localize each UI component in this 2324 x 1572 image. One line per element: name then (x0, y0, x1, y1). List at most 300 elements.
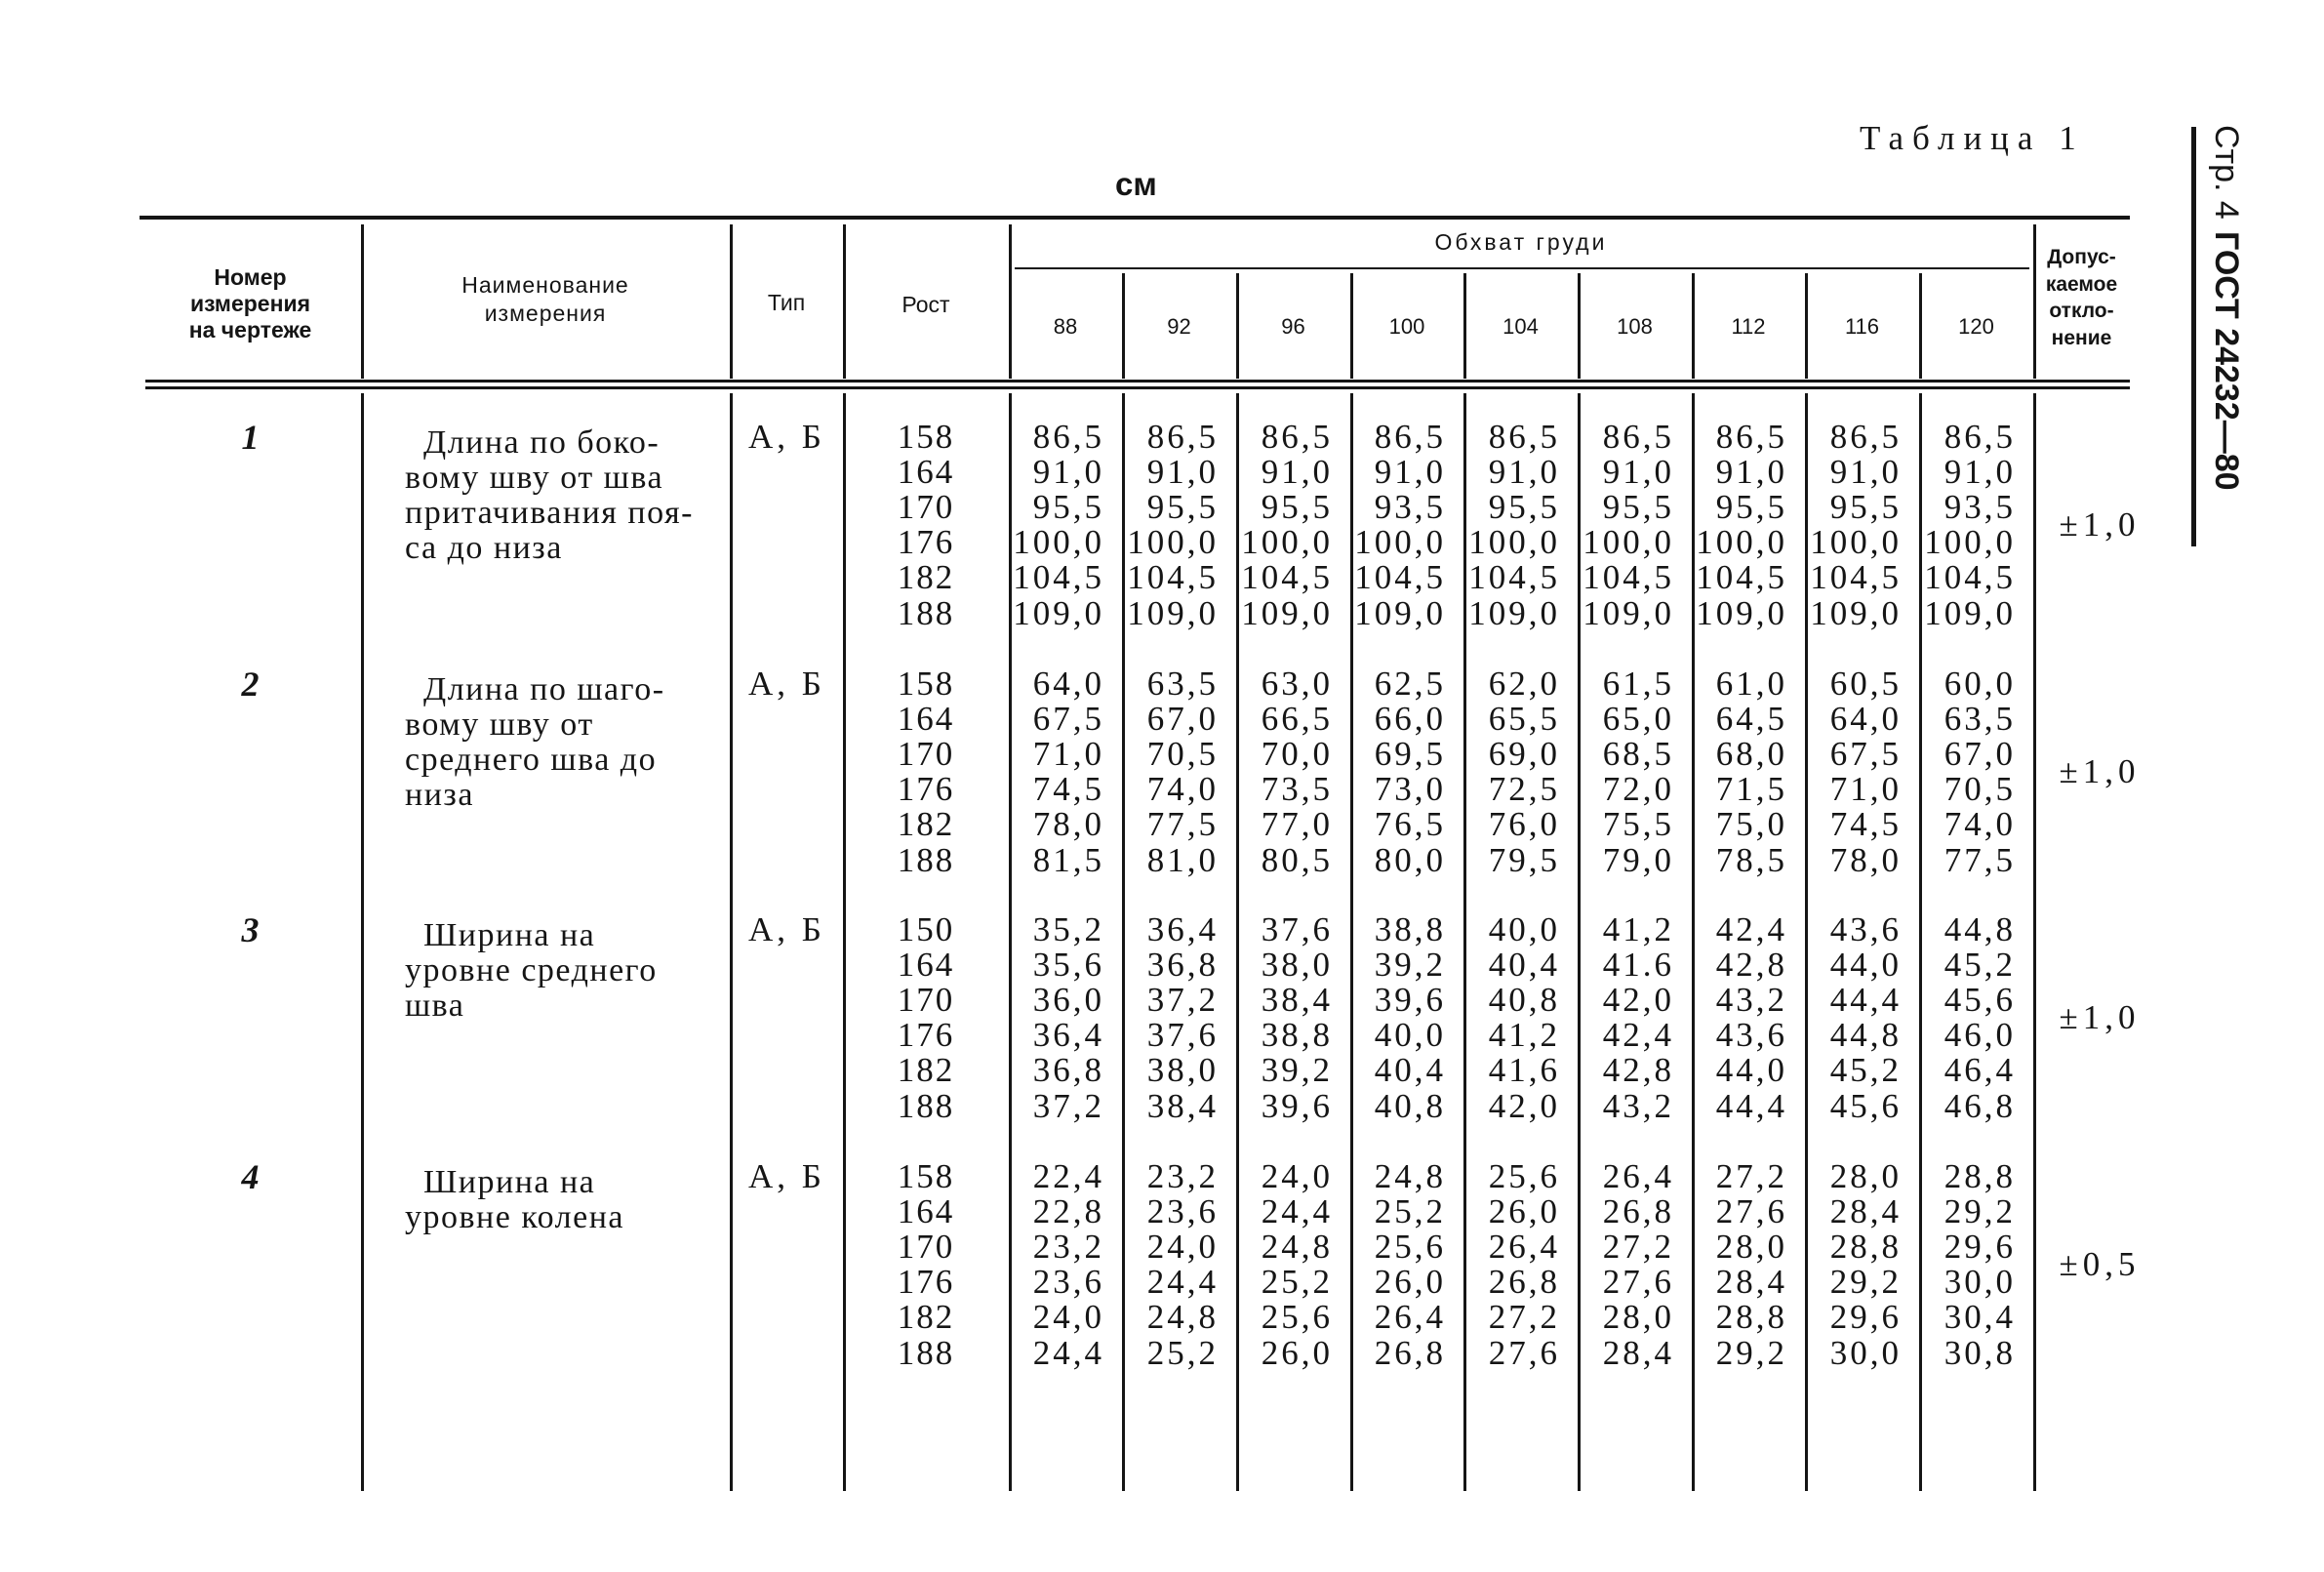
measurement-value: 61,0 (1715, 665, 1787, 703)
measurement-value: 109,0 (1013, 593, 1104, 632)
measurement-value: 46,0 (1943, 1016, 2016, 1055)
measurement-value: 41.6 (1602, 946, 1674, 985)
measurement-value: 27,6 (1488, 1333, 1560, 1372)
measurement-value: 91,0 (1488, 453, 1560, 492)
measurement-value: 74,5 (1032, 770, 1104, 809)
measurement-value: 28,4 (1602, 1333, 1674, 1372)
measurement-value: 93,5 (1943, 488, 2016, 527)
measurement-value: 100,0 (1696, 523, 1787, 562)
measurement-value: 30,4 (1943, 1298, 2016, 1337)
measurement-value: 40,0 (1488, 910, 1560, 948)
measurement-value: 66,0 (1374, 700, 1446, 739)
measurement-value: 69,0 (1488, 735, 1560, 774)
measurement-value: 63,5 (1943, 700, 2016, 739)
chest-group-underline (1015, 267, 2029, 269)
measurement-name-line: шва (405, 988, 465, 1025)
table-caption: Таблица 1 (1860, 119, 2085, 157)
chest-size-header: 108 (1617, 314, 1653, 339)
measurement-value: 23,2 (1032, 1228, 1104, 1267)
measurement-value: 37,2 (1032, 1086, 1104, 1125)
units-label: см (1115, 166, 1157, 202)
measurement-value: 25,6 (1488, 1157, 1560, 1195)
header-bottom-rule (145, 380, 2130, 383)
measurement-value: 42,4 (1715, 910, 1787, 948)
measurement-value: 104,5 (1583, 558, 1674, 597)
measurement-value: 43,2 (1602, 1086, 1674, 1125)
measurement-number: 3 (241, 910, 260, 949)
height-value: 182 (897, 805, 955, 844)
body-column-divider (2033, 393, 2036, 1491)
measurement-value: 95,5 (1032, 488, 1104, 527)
height-value: 182 (897, 1051, 955, 1090)
measurement-value: 95,5 (1488, 488, 1560, 527)
measurement-value: 36,8 (1146, 946, 1219, 985)
measurement-value: 24,4 (1032, 1333, 1104, 1372)
measurement-value: 29,6 (1829, 1298, 1902, 1337)
measurement-value: 25,6 (1374, 1228, 1446, 1267)
measurement-value: 75,5 (1602, 805, 1674, 844)
measurement-value: 39,2 (1374, 946, 1446, 985)
header-line: нение (2051, 326, 2112, 349)
measurement-value: 39,2 (1261, 1051, 1333, 1090)
chest-size-header: 96 (1281, 314, 1305, 339)
measurement-value: 109,0 (1810, 593, 1902, 632)
measurement-value: 35,6 (1032, 946, 1104, 985)
measurement-value: 26,4 (1374, 1298, 1446, 1337)
measurement-value: 26,8 (1488, 1263, 1560, 1302)
height-value: 150 (897, 910, 955, 948)
measurement-value: 65,0 (1602, 700, 1674, 739)
measurement-value: 24,0 (1146, 1228, 1219, 1267)
measurement-value: 100,0 (1810, 523, 1902, 562)
height-value: 170 (897, 1228, 955, 1267)
measurement-value: 36,4 (1032, 1016, 1104, 1055)
measurement-value: 104,5 (1696, 558, 1787, 597)
measurement-value: 77,5 (1943, 840, 2016, 879)
measurement-value: 28,8 (1943, 1157, 2016, 1195)
measurement-value: 25,2 (1261, 1263, 1333, 1302)
measurement-name-line: притачивания поя- (405, 495, 694, 532)
measurement-value: 27,2 (1488, 1298, 1560, 1337)
measurement-value: 41,2 (1488, 1016, 1560, 1055)
measurement-value: 30,8 (1943, 1333, 2016, 1372)
header-chest-girth: Обхват груди (1434, 229, 1608, 255)
height-value: 158 (897, 665, 955, 703)
measurement-value: 24,0 (1261, 1157, 1333, 1195)
measurement-value: 78,0 (1829, 840, 1902, 879)
measurement-value: 24,8 (1261, 1228, 1333, 1267)
measurement-value: 36,0 (1032, 981, 1104, 1020)
measurement-value: 36,8 (1032, 1051, 1104, 1090)
measurement-value: 104,5 (1241, 558, 1333, 597)
height-value: 176 (897, 1016, 955, 1055)
measurement-value: 38,8 (1261, 1016, 1333, 1055)
height-value: 188 (897, 1333, 955, 1372)
measurement-name-line: Ширина на (423, 917, 596, 953)
measurement-value: 71,0 (1829, 770, 1902, 809)
page-number: Стр. 4 (2208, 125, 2245, 220)
measurement-value: 75,0 (1715, 805, 1787, 844)
height-value: 164 (897, 700, 955, 739)
measurement-value: 30,0 (1829, 1333, 1902, 1372)
height-value: 188 (897, 1086, 955, 1125)
header-line: Номер (214, 264, 287, 290)
measurement-value: 42,8 (1602, 1051, 1674, 1090)
measurement-value: 109,0 (1354, 593, 1446, 632)
measurement-value: 22,4 (1032, 1157, 1104, 1195)
measurement-name-line: низа (405, 777, 474, 814)
measurement-value: 62,0 (1488, 665, 1560, 703)
measurement-value: 40,4 (1488, 946, 1560, 985)
measurement-value: 46,8 (1943, 1086, 2016, 1125)
garment-type: А, Б (748, 1157, 825, 1195)
header-line: Наименование (461, 272, 629, 298)
measurement-value: 86,5 (1715, 418, 1787, 456)
chest-size-header: 120 (1958, 314, 1994, 339)
measurement-name-line: среднего шва до (405, 742, 658, 779)
measurement-value: 37,6 (1261, 910, 1333, 948)
measurement-value: 40,4 (1374, 1051, 1446, 1090)
measurement-value: 29,2 (1943, 1192, 2016, 1231)
measurement-name-line: вому шву от шва (405, 460, 664, 497)
measurement-value: 91,0 (1715, 453, 1787, 492)
measurement-value: 45,2 (1943, 946, 2016, 985)
measurement-value: 30,0 (1943, 1263, 2016, 1302)
measurement-value: 28,4 (1715, 1263, 1787, 1302)
measurement-value: 64,0 (1829, 700, 1902, 739)
measurement-value: 100,0 (1468, 523, 1560, 562)
measurement-value: 95,5 (1829, 488, 1902, 527)
measurement-name-line: Ширина на (423, 1164, 596, 1200)
measurement-value: 74,0 (1146, 770, 1219, 809)
measurement-value: 29,2 (1715, 1333, 1787, 1372)
measurement-value: 26,0 (1261, 1333, 1333, 1372)
measurement-value: 28,8 (1715, 1298, 1787, 1337)
measurement-value: 70,5 (1943, 770, 2016, 809)
measurement-value: 24,8 (1146, 1298, 1219, 1337)
measurement-value: 72,5 (1488, 770, 1560, 809)
measurement-value: 65,5 (1488, 700, 1560, 739)
measurement-value: 76,5 (1374, 805, 1446, 844)
header-tolerance (2033, 244, 2130, 351)
side-margin-rule (2191, 127, 2196, 546)
measurement-value: 35,2 (1032, 910, 1104, 948)
measurement-value: 40,0 (1374, 1016, 1446, 1055)
tolerance-value: ±1,0 (2059, 505, 2141, 544)
header-line: измерения (484, 301, 607, 326)
measurement-value: 95,5 (1715, 488, 1787, 527)
measurement-value: 42,0 (1602, 981, 1674, 1020)
measurement-value: 71,5 (1715, 770, 1787, 809)
measurement-value: 86,5 (1829, 418, 1902, 456)
header-measurement-number (140, 264, 361, 343)
header-bottom-rule (145, 386, 2130, 389)
measurement-value: 68,0 (1715, 735, 1787, 774)
header-line: откло- (2049, 300, 2114, 322)
header-line: измерения (189, 291, 311, 316)
height-value: 176 (897, 1263, 955, 1302)
measurement-value: 86,5 (1032, 418, 1104, 456)
measurement-value: 26,0 (1374, 1263, 1446, 1302)
measurement-value: 100,0 (1924, 523, 2016, 562)
measurement-value: 86,5 (1146, 418, 1219, 456)
measurement-value: 43,6 (1829, 910, 1902, 948)
height-value: 188 (897, 593, 955, 632)
measurement-value: 70,5 (1146, 735, 1219, 774)
measurement-value: 76,0 (1488, 805, 1560, 844)
measurement-value: 25,2 (1374, 1192, 1446, 1231)
measurement-value: 100,0 (1354, 523, 1446, 562)
measurement-value: 66,5 (1261, 700, 1333, 739)
height-value: 164 (897, 1192, 955, 1231)
measurement-value: 28,4 (1829, 1192, 1902, 1231)
height-value: 158 (897, 1157, 955, 1195)
measurement-value: 44,0 (1829, 946, 1902, 985)
measurement-value: 28,0 (1829, 1157, 1902, 1195)
measurement-value: 63,0 (1261, 665, 1333, 703)
height-value: 176 (897, 523, 955, 562)
height-value: 182 (897, 1298, 955, 1337)
measurement-value: 86,5 (1261, 418, 1333, 456)
measurement-value: 73,0 (1374, 770, 1446, 809)
measurement-value: 109,0 (1468, 593, 1560, 632)
body-column-divider (361, 393, 364, 1491)
measurement-value: 100,0 (1127, 523, 1219, 562)
measurement-value: 23,2 (1146, 1157, 1219, 1195)
measurement-value: 44,4 (1829, 981, 1902, 1020)
header-line: на чертеже (188, 317, 312, 343)
measurement-name-line: уровне среднего (405, 952, 658, 989)
measurement-value: 28,0 (1602, 1298, 1674, 1337)
header-height: Рост (902, 292, 950, 317)
height-value: 188 (897, 840, 955, 879)
measurement-value: 41,2 (1602, 910, 1674, 948)
measurement-value: 27,2 (1602, 1228, 1674, 1267)
measurement-value: 109,0 (1127, 593, 1219, 632)
measurement-value: 100,0 (1241, 523, 1333, 562)
measurement-value: 43,2 (1715, 981, 1787, 1020)
measurement-value: 100,0 (1013, 523, 1104, 562)
measurement-value: 39,6 (1374, 981, 1446, 1020)
measurement-number: 2 (241, 665, 260, 704)
measurement-value: 36,4 (1146, 910, 1219, 948)
measurement-name-line: уровне колена (405, 1199, 625, 1236)
measurement-value: 95,5 (1261, 488, 1333, 527)
measurement-value: 91,0 (1374, 453, 1446, 492)
measurement-value: 104,5 (1013, 558, 1104, 597)
measurement-value: 86,5 (1602, 418, 1674, 456)
measurement-value: 39,6 (1261, 1086, 1333, 1125)
measurement-value: 77,5 (1146, 805, 1219, 844)
measurement-name-line: вому шву от (405, 706, 594, 744)
measurement-value: 80,0 (1374, 840, 1446, 879)
standard-code: ГОСТ 24232—80 (2208, 230, 2245, 491)
measurement-value: 104,5 (1810, 558, 1902, 597)
chest-size-header: 104 (1503, 314, 1539, 339)
measurement-value: 26,0 (1488, 1192, 1560, 1231)
measurement-value: 67,5 (1032, 700, 1104, 739)
measurement-value: 86,5 (1374, 418, 1446, 456)
measurement-value: 60,5 (1829, 665, 1902, 703)
measurement-value: 70,0 (1261, 735, 1333, 774)
measurement-value: 86,5 (1488, 418, 1560, 456)
garment-type: А, Б (748, 665, 825, 703)
measurement-value: 79,0 (1602, 840, 1674, 879)
measurement-value: 68,5 (1602, 735, 1674, 774)
height-value: 176 (897, 770, 955, 809)
measurement-value: 78,0 (1032, 805, 1104, 844)
measurement-value: 95,5 (1146, 488, 1219, 527)
measurement-value: 44,8 (1943, 910, 2016, 948)
measurement-value: 63,5 (1146, 665, 1219, 703)
measurement-value: 44,4 (1715, 1086, 1787, 1125)
measurement-value: 91,0 (1602, 453, 1674, 492)
measurement-value: 62,5 (1374, 665, 1446, 703)
measurement-value: 40,8 (1374, 1086, 1446, 1125)
measurement-value: 44,8 (1829, 1016, 1902, 1055)
measurement-value: 109,0 (1924, 593, 2016, 632)
measurement-value: 45,6 (1943, 981, 2016, 1020)
measurement-value: 28,8 (1829, 1228, 1902, 1267)
measurement-value: 22,8 (1032, 1192, 1104, 1231)
chest-size-header: 116 (1844, 314, 1880, 339)
measurement-value: 74,0 (1943, 805, 2016, 844)
chest-size-header: 92 (1167, 314, 1191, 339)
measurement-value: 104,5 (1354, 558, 1446, 597)
measurement-name-line: Длина по боко- (423, 424, 661, 461)
measurement-value: 91,0 (1032, 453, 1104, 492)
measurement-value: 69,5 (1374, 735, 1446, 774)
header-type: Тип (767, 290, 806, 315)
measurement-value: 71,0 (1032, 735, 1104, 774)
measurement-value: 24,4 (1261, 1192, 1333, 1231)
chest-size-header: 100 (1388, 314, 1425, 339)
measurement-value: 91,0 (1146, 453, 1219, 492)
measurement-value: 81,5 (1032, 840, 1104, 879)
measurement-value: 44,0 (1715, 1051, 1787, 1090)
measurement-value: 24,4 (1146, 1263, 1219, 1302)
body-column-divider (730, 393, 733, 1491)
height-value: 170 (897, 981, 955, 1020)
measurement-value: 91,0 (1261, 453, 1333, 492)
garment-type: А, Б (748, 418, 825, 456)
measurement-value: 29,2 (1829, 1263, 1902, 1302)
measurement-value: 37,6 (1146, 1016, 1219, 1055)
measurement-value: 109,0 (1583, 593, 1674, 632)
measurement-value: 77,0 (1261, 805, 1333, 844)
tolerance-value: ±1,0 (2059, 998, 2141, 1036)
measurement-value: 74,5 (1829, 805, 1902, 844)
measurement-value: 72,0 (1602, 770, 1674, 809)
table-top-rule (140, 216, 2130, 220)
measurement-value: 46,4 (1943, 1051, 2016, 1090)
measurement-value: 25,6 (1261, 1298, 1333, 1337)
measurement-value: 60,0 (1943, 665, 2016, 703)
measurement-value: 27,6 (1602, 1263, 1674, 1302)
measurement-value: 91,0 (1943, 453, 2016, 492)
measurement-value: 95,5 (1602, 488, 1674, 527)
measurement-value: 93,5 (1374, 488, 1446, 527)
measurement-value: 24,8 (1374, 1157, 1446, 1195)
measurement-value: 24,0 (1032, 1298, 1104, 1337)
measurement-value: 42,4 (1602, 1016, 1674, 1055)
measurement-name-line: са до низа (405, 530, 563, 567)
measurement-value: 42,8 (1715, 946, 1787, 985)
measurement-value: 45,2 (1829, 1051, 1902, 1090)
measurement-value: 26,4 (1602, 1157, 1674, 1195)
measurement-value: 73,5 (1261, 770, 1333, 809)
measurement-value: 26,8 (1374, 1333, 1446, 1372)
measurement-value: 28,0 (1715, 1228, 1787, 1267)
measurement-value: 79,5 (1488, 840, 1560, 879)
measurement-value: 100,0 (1583, 523, 1674, 562)
tolerance-value: ±1,0 (2059, 752, 2141, 790)
measurement-value: 81,0 (1146, 840, 1219, 879)
measurement-value: 67,0 (1943, 735, 2016, 774)
chest-size-header: 112 (1731, 314, 1766, 339)
measurement-value: 38,0 (1146, 1051, 1219, 1090)
measurement-value: 29,6 (1943, 1228, 2016, 1267)
header-measurement-name (361, 271, 730, 328)
height-value: 158 (897, 418, 955, 456)
measurement-value: 23,6 (1146, 1192, 1219, 1231)
tolerance-value: ±0,5 (2059, 1245, 2141, 1283)
measurement-value: 40,8 (1488, 981, 1560, 1020)
measurement-value: 26,4 (1488, 1228, 1560, 1267)
height-value: 170 (897, 488, 955, 527)
measurement-value: 80,5 (1261, 840, 1333, 879)
measurement-value: 104,5 (1468, 558, 1560, 597)
page-side-label (2207, 125, 2246, 490)
height-value: 182 (897, 558, 955, 597)
measurement-value: 67,0 (1146, 700, 1219, 739)
measurement-value: 104,5 (1924, 558, 2016, 597)
measurement-value: 38,4 (1146, 1086, 1219, 1125)
height-value: 164 (897, 453, 955, 492)
measurement-value: 38,0 (1261, 946, 1333, 985)
measurement-value: 38,4 (1261, 981, 1333, 1020)
measurement-name-line: Длина по шаго- (423, 671, 665, 707)
measurement-value: 38,8 (1374, 910, 1446, 948)
header-line: Допус- (2047, 246, 2116, 268)
measurement-value: 61,5 (1602, 665, 1674, 703)
measurement-value: 78,5 (1715, 840, 1787, 879)
measurement-value: 45,6 (1829, 1086, 1902, 1125)
measurement-value: 37,2 (1146, 981, 1219, 1020)
measurement-number: 4 (241, 1157, 260, 1196)
measurement-value: 27,2 (1715, 1157, 1787, 1195)
garment-type: А, Б (748, 910, 825, 948)
measurement-value: 91,0 (1829, 453, 1902, 492)
height-value: 170 (897, 735, 955, 774)
measurement-value: 23,6 (1032, 1263, 1104, 1302)
measurement-value: 86,5 (1943, 418, 2016, 456)
measurement-value: 67,5 (1829, 735, 1902, 774)
measurement-value: 41,6 (1488, 1051, 1560, 1090)
measurement-value: 42,0 (1488, 1086, 1560, 1125)
measurement-value: 27,6 (1715, 1192, 1787, 1231)
measurement-value: 109,0 (1696, 593, 1787, 632)
measurement-value: 104,5 (1127, 558, 1219, 597)
measurement-number: 1 (241, 418, 260, 457)
measurement-value: 109,0 (1241, 593, 1333, 632)
measurement-value: 43,6 (1715, 1016, 1787, 1055)
measurement-value: 26,8 (1602, 1192, 1674, 1231)
measurement-value: 25,2 (1146, 1333, 1219, 1372)
header-line: каемое (2045, 272, 2118, 296)
measurement-value: 64,0 (1032, 665, 1104, 703)
height-value: 164 (897, 946, 955, 985)
